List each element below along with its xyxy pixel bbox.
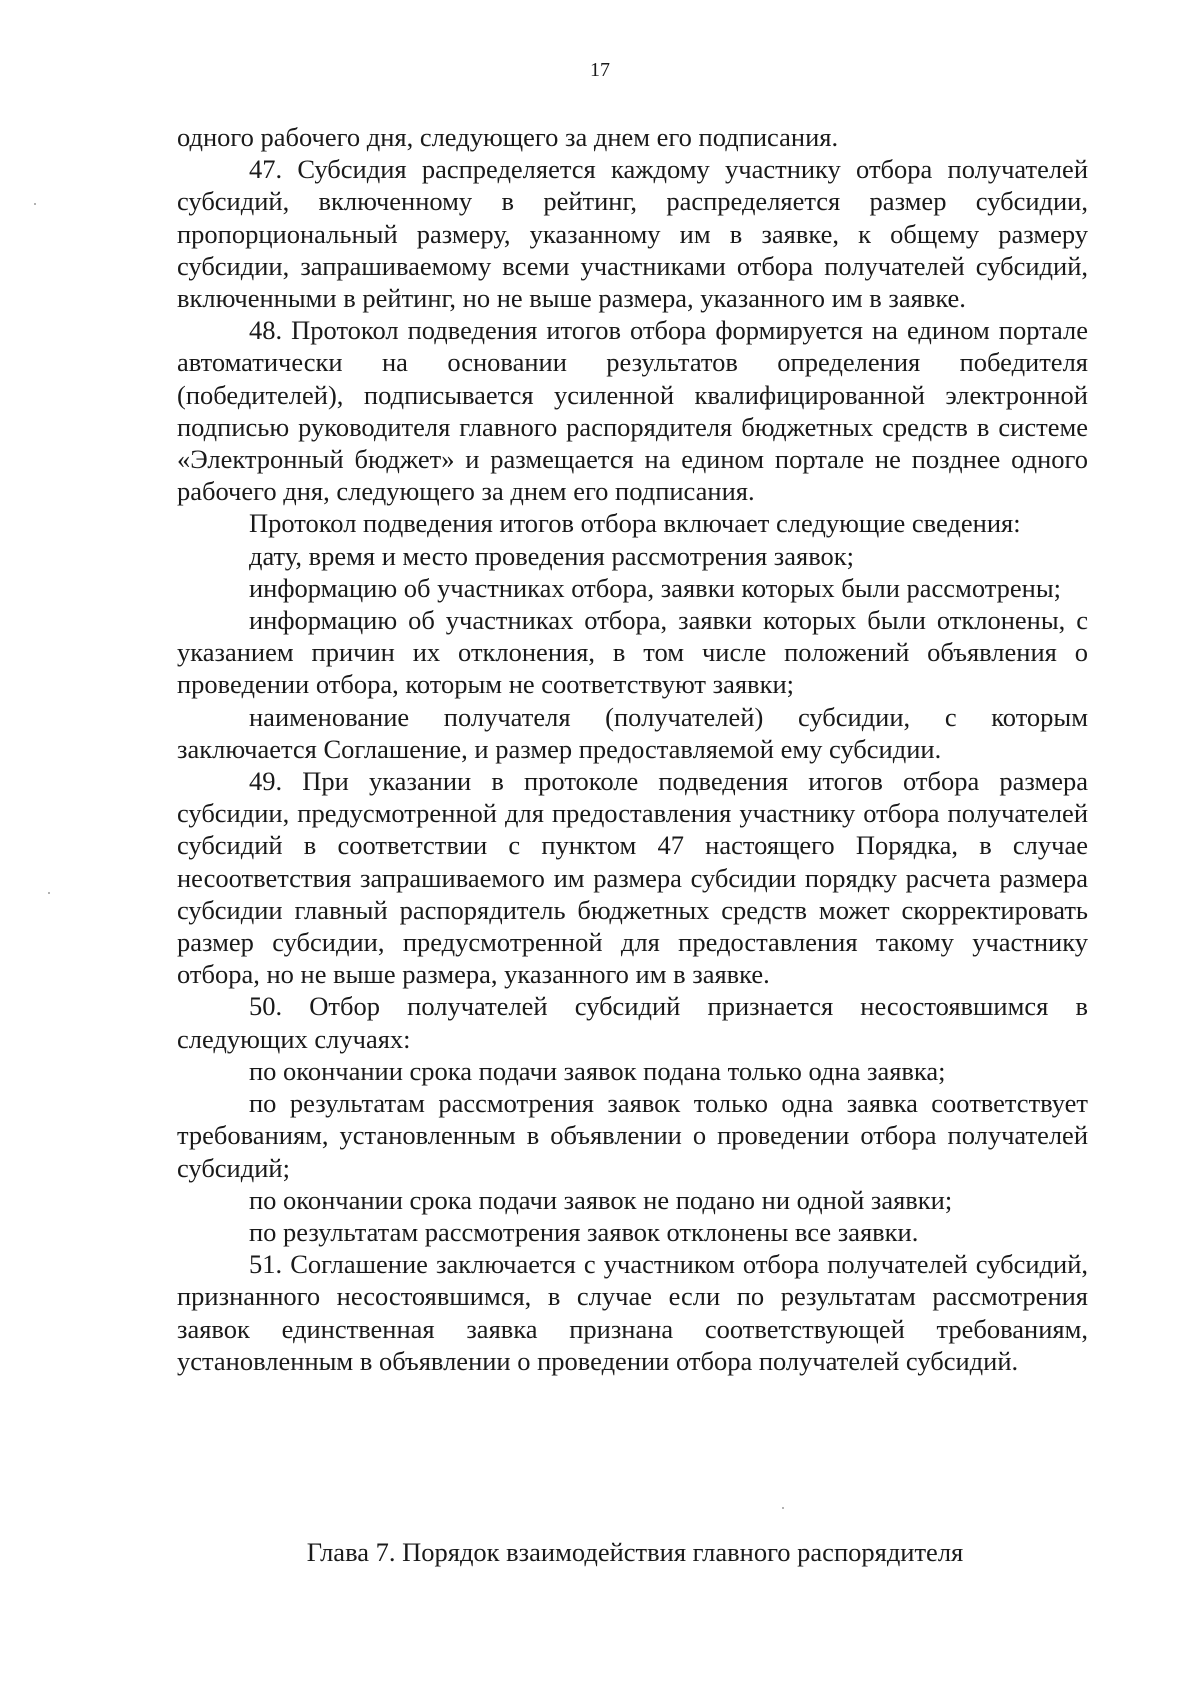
paragraph: одного рабочего дня, следующего за днем его подписания.	[177, 122, 839, 152]
paragraph-clause-48: 48. Протокол подведения итогов отбора формируется на едином портале автоматически на основании результатов определения победителя (победителей), подписывается усиленной квалифицированной электронной подписью руководителя главного распорядителя бюджетных средств в системе «Электронный бюджет» и размещается на едином портале не позднее одного рабочего дня, следующего за днем его подписания.	[177, 315, 1088, 507]
paragraph-clause-47: 47. Субсидия распределяется каждому участнику отбора получателей субсидий, включенному в рейтинг, распределяется размер субсидии, пропорциональный размеру, указанному им в заявке, к общему размеру субсидии, запрашиваемому всеми участниками отбора получателей субсидий, включенными в рейтинг, но не выше размера, указанного им в заявке.	[177, 154, 1088, 314]
list-item: информацию об участниках отбора, заявки которых были рассмотрены;	[249, 572, 1062, 603]
list-item: по результатам рассмотрения заявок отклонены все заявки.	[249, 1216, 919, 1247]
paragraph: Протокол подведения итогов отбора включает следующие сведения:	[249, 508, 1021, 539]
document-body	[177, 121, 1088, 1377]
scan-speck	[782, 1507, 784, 1509]
paragraph-clause-50: 50. Отбор получателей субсидий признается несостоявшимся в следующих случаях:	[177, 991, 1088, 1054]
list-item: по результатам рассмотрения заявок только одна заявка соответствует требованиям, установленным в объявлении о проведении отбора получателей субсидий;	[177, 1088, 1088, 1183]
chapter-heading: Глава 7. Порядок взаимодействия главного распорядителя	[306, 1537, 964, 1567]
list-item: информацию об участниках отбора, заявки которых были отклонены, с указанием причин их отклонения, в том числе положений объявления о проведении отбора, которым не соответствуют заявки;	[177, 605, 1088, 700]
page-number: 17	[590, 59, 610, 81]
list-item: дату, время и место проведения рассмотрения заявок;	[249, 540, 855, 571]
paragraph-clause-49: 49. При указании в протоколе подведения итогов отбора размера субсидии, предусмотренной для предоставления участнику отбора получателей субсидий в соответствии с пунктом 47 настоящего Порядка, в случае несоответствия запрашиваемого им размера субсидии порядку расчета размера субсидии главный распорядитель бюджетных средств может скорректировать размер субсидии, предусмотренной для предоставления такому участнику отбора, но не выше размера, указанного им в заявке.	[177, 766, 1088, 990]
list-item: по окончании срока подачи заявок подана только одна заявка;	[249, 1055, 946, 1086]
list-item: по окончании срока подачи заявок не подано ни одной заявки;	[249, 1184, 953, 1215]
list-item: наименование получателя (получателей) субсидии, с которым заключается Соглашение, и размер предоставляемой ему субсидии.	[177, 701, 1088, 764]
scan-speck	[34, 203, 36, 205]
paragraph-clause-51: 51. Соглашение заключается с участником отбора получателей субсидий, признанного несостоявшимся, в случае если по результатам рассмотрения заявок единственная заявка признана соответствующей требованиям, установленным в объявлении о проведении отбора получателей субсидий.	[177, 1249, 1088, 1376]
scan-speck	[48, 892, 50, 894]
